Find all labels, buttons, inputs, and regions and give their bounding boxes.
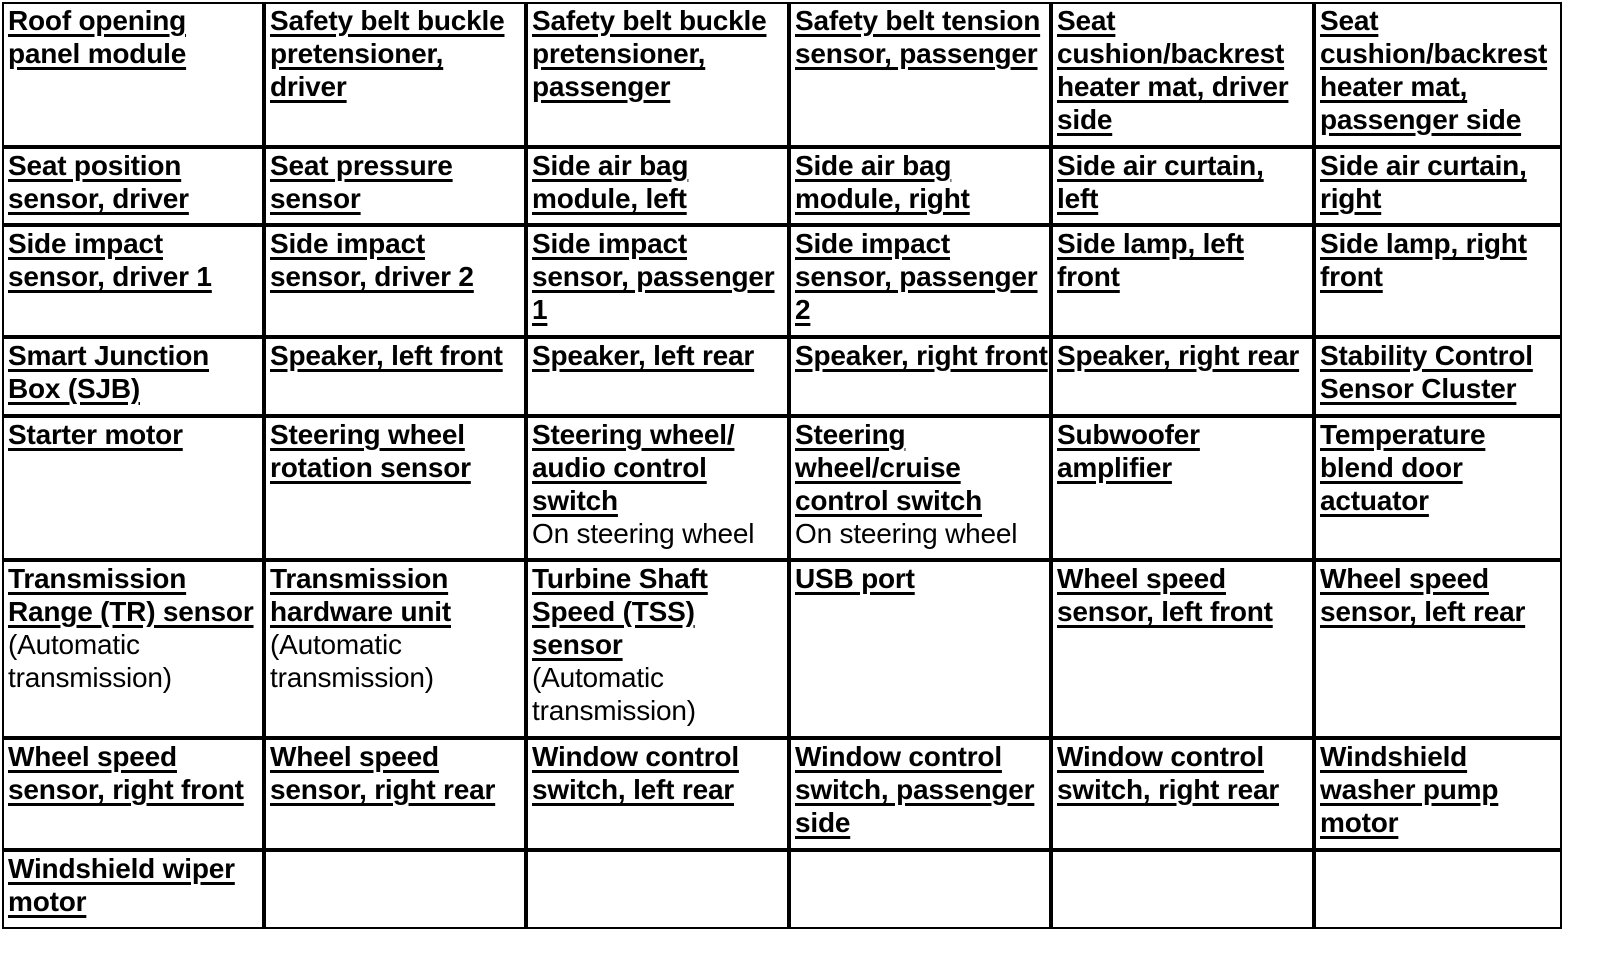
table-cell <box>2 738 264 850</box>
component-link[interactable]: Wheel speed sensor, right rear <box>270 741 496 805</box>
table-cell <box>264 416 526 560</box>
component-link[interactable]: Seat cushion/backrest heater mat, passenger side <box>1320 5 1548 135</box>
table-cell <box>264 738 526 850</box>
component-link[interactable]: Side air curtain, left <box>1057 150 1264 214</box>
component-location-table <box>2 2 1562 929</box>
component-link[interactable]: Temperature blend door actuator <box>1320 419 1486 516</box>
component-link[interactable]: Side air curtain, right <box>1320 150 1527 214</box>
empty-cell <box>789 850 1051 929</box>
table-cell <box>2 225 264 337</box>
table-cell <box>789 738 1051 850</box>
component-link[interactable]: Steering wheel rotation sensor <box>270 419 471 483</box>
component-link[interactable]: Side air bag module, left <box>532 150 689 214</box>
component-link[interactable]: Steering wheel/ audio control switch <box>532 419 735 516</box>
table-cell <box>1051 416 1314 560</box>
table-cell <box>2 337 264 416</box>
table-cell <box>1051 560 1314 738</box>
component-link[interactable]: Seat position sensor, driver <box>8 150 189 214</box>
component-link[interactable]: Seat cushion/backrest heater mat, driver side <box>1057 5 1289 135</box>
component-link[interactable]: Side lamp, left front <box>1057 228 1244 292</box>
component-link[interactable]: Speaker, left front <box>270 340 503 371</box>
table-cell <box>1051 2 1314 147</box>
component-link[interactable]: Smart Junction Box (SJB) <box>8 340 210 404</box>
table-cell <box>1314 337 1562 416</box>
component-link[interactable]: Window control switch, passenger side <box>795 741 1035 838</box>
location-note: On steering wheel <box>532 518 755 549</box>
table-cell <box>789 2 1051 147</box>
component-link[interactable]: Seat pressure sensor <box>270 150 453 214</box>
component-link[interactable]: Safety belt buckle pretensioner, driver <box>270 5 505 102</box>
component-link[interactable]: Safety belt buckle pretensioner, passenger <box>532 5 767 102</box>
table-cell <box>526 560 789 738</box>
table-row <box>2 850 1562 929</box>
component-link[interactable]: Windshield wiper motor <box>8 853 235 917</box>
table-cell <box>264 2 526 147</box>
table-row <box>2 560 1562 738</box>
component-link[interactable]: Wheel speed sensor, left rear <box>1320 563 1526 627</box>
table-cell <box>2 560 264 738</box>
component-link[interactable]: Side impact sensor, driver 2 <box>270 228 474 292</box>
table-cell <box>2 416 264 560</box>
table-row <box>2 337 1562 416</box>
component-link[interactable]: Side impact sensor, passenger 2 <box>795 228 1038 325</box>
table-row <box>2 147 1562 225</box>
table-cell <box>1314 225 1562 337</box>
component-link[interactable]: Starter motor <box>8 419 183 450</box>
table-cell <box>1314 147 1562 225</box>
table-row <box>2 225 1562 337</box>
empty-cell <box>264 850 526 929</box>
component-link[interactable]: Roof opening panel module <box>8 5 187 69</box>
table-cell <box>789 416 1051 560</box>
table-cell <box>1051 147 1314 225</box>
component-link[interactable]: Transmission Range (TR) sensor <box>8 563 254 627</box>
component-link[interactable]: Windshield washer pump motor <box>1320 741 1499 838</box>
component-link[interactable]: Speaker, right rear <box>1057 340 1300 371</box>
table-cell <box>526 337 789 416</box>
table-cell <box>1314 416 1562 560</box>
location-note: (Automatic transmission) <box>270 629 434 693</box>
table-row <box>2 738 1562 850</box>
empty-cell <box>1051 850 1314 929</box>
table-cell <box>1314 2 1562 147</box>
table-cell <box>526 2 789 147</box>
component-link[interactable]: Side impact sensor, passenger 1 <box>532 228 775 325</box>
empty-cell <box>526 850 789 929</box>
location-note: (Automatic transmission) <box>532 662 696 726</box>
component-link[interactable]: USB port <box>795 563 915 594</box>
table-cell <box>2 147 264 225</box>
component-link[interactable]: Stability Control Sensor Cluster <box>1320 340 1533 404</box>
table-cell <box>526 147 789 225</box>
location-note: On steering wheel <box>795 518 1018 549</box>
table-cell <box>1051 225 1314 337</box>
table-cell <box>264 337 526 416</box>
table-cell <box>264 225 526 337</box>
table-cell <box>789 225 1051 337</box>
table-cell <box>1314 738 1562 850</box>
table-cell <box>526 738 789 850</box>
table-cell <box>2 2 264 147</box>
component-link[interactable]: Subwoofer amplifier <box>1057 419 1200 483</box>
table-cell <box>1051 337 1314 416</box>
table-row <box>2 2 1562 147</box>
location-note: (Automatic transmission) <box>8 629 172 693</box>
component-link[interactable]: Speaker, right front <box>795 340 1048 371</box>
component-link[interactable]: Turbine Shaft Speed (TSS) sensor <box>532 563 708 660</box>
component-link[interactable]: Safety belt tension sensor, passenger <box>795 5 1041 69</box>
component-link[interactable]: Window control switch, right rear <box>1057 741 1280 805</box>
component-link[interactable]: Wheel speed sensor, left front <box>1057 563 1273 627</box>
component-link[interactable]: Side air bag module, right <box>795 150 970 214</box>
table-cell <box>1051 738 1314 850</box>
table-cell <box>2 850 264 929</box>
component-link[interactable]: Side impact sensor, driver 1 <box>8 228 212 292</box>
table-row <box>2 416 1562 560</box>
table-cell <box>526 416 789 560</box>
table-cell <box>789 147 1051 225</box>
table-cell <box>264 147 526 225</box>
table-cell <box>789 337 1051 416</box>
component-link[interactable]: Steering wheel/cruise control switch <box>795 419 982 516</box>
table-cell <box>1314 560 1562 738</box>
component-link[interactable]: Speaker, left rear <box>532 340 755 371</box>
component-link[interactable]: Side lamp, right front <box>1320 228 1527 292</box>
component-link[interactable]: Wheel speed sensor, right front <box>8 741 244 805</box>
component-link[interactable]: Transmission hardware unit <box>270 563 451 627</box>
component-link[interactable]: Window control switch, left rear <box>532 741 739 805</box>
table-cell <box>789 560 1051 738</box>
empty-cell <box>1314 850 1562 929</box>
table-cell <box>526 225 789 337</box>
table-cell <box>264 560 526 738</box>
